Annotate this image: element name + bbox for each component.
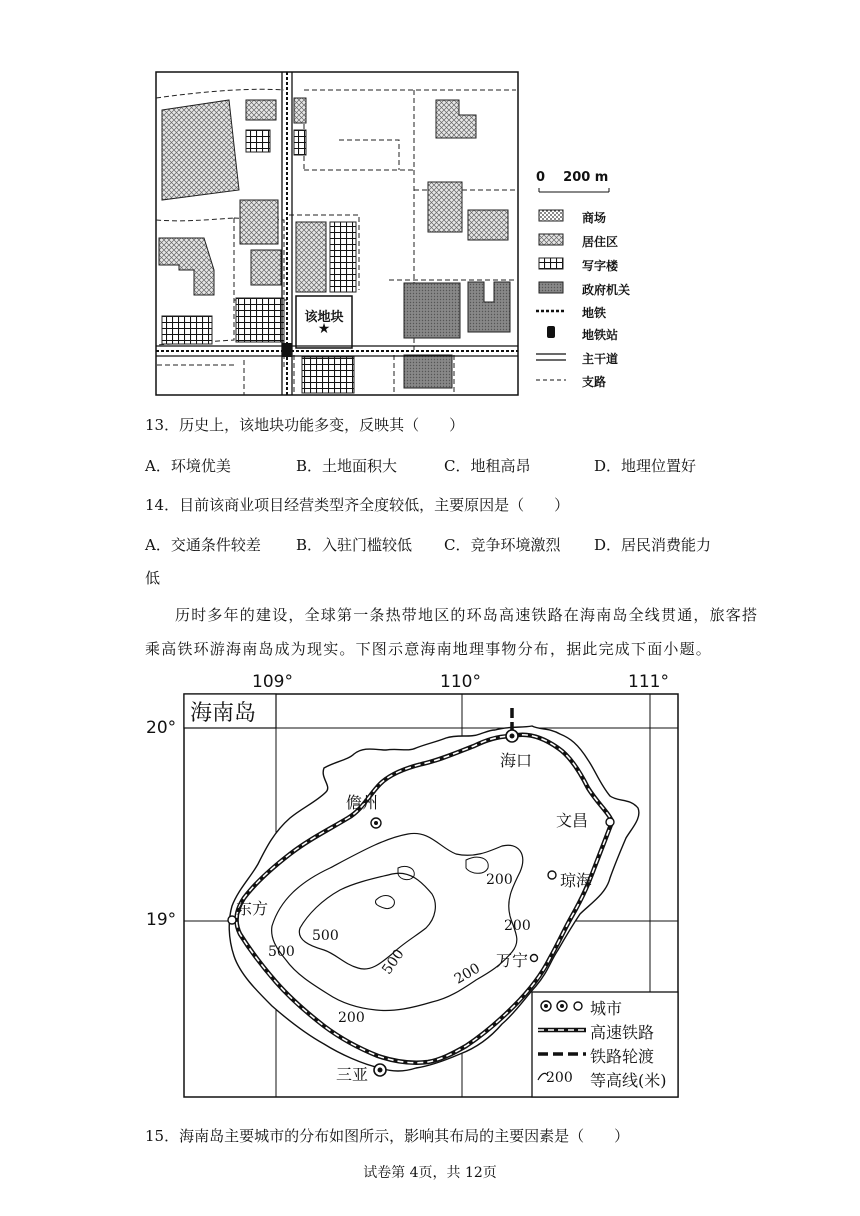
legend-label-branch-road: 支路 — [582, 375, 607, 389]
city-label-qionghai: 琼海 — [560, 871, 593, 890]
page-footer: 试卷第 4页，共 12页 — [363, 1165, 497, 1181]
legend-contour-sample: 200 — [546, 1070, 573, 1086]
land-use-map-figure — [154, 70, 654, 400]
scale-bar-label: 0 200 m — [536, 170, 609, 185]
city-label-wanning: 万宁 — [496, 951, 529, 970]
lat-label-20: 20° — [146, 718, 177, 738]
q14-option-b: B．入驻门槛较低 — [296, 536, 413, 554]
q13-option-c: C．地租高昂 — [444, 457, 531, 475]
contour-label: 500 — [379, 946, 408, 978]
q14-option-c: C．竞争环境激烈 — [444, 536, 561, 554]
hainan-map-figure — [140, 668, 700, 1103]
q14-option-d-wrap: 低 — [145, 569, 161, 587]
legend-label-main-road: 主干道 — [582, 352, 619, 366]
city-label-dongfang: 东方 — [236, 899, 269, 918]
city-label-haikou: 海口 — [500, 751, 533, 770]
q14-option-d: D．居民消费能力 — [594, 536, 712, 554]
subway-station — [282, 343, 292, 357]
site-star-icon: ★ — [317, 321, 331, 337]
contour-label: 200 — [451, 960, 483, 988]
legend-label-mall: 商场 — [582, 211, 607, 225]
land-use-map — [154, 70, 654, 400]
legend-label-office: 写字楼 — [582, 259, 619, 273]
legend-label-subway: 地铁 — [582, 306, 607, 320]
question-14-stem: 14．目前该商业项目经营类型齐全度较低，主要原因是（ ） — [145, 496, 570, 514]
lon-label-111: 111° — [628, 672, 669, 692]
q13-option-a: A．环境优美 — [145, 457, 231, 475]
contour-label: 200 — [504, 918, 531, 934]
lon-label-109: 109° — [252, 672, 293, 692]
city-label-sanya: 三亚 — [336, 1065, 369, 1084]
question-15-stem: 15．海南岛主要城市的分布如图所示，影响其布局的主要因素是（ ） — [145, 1127, 630, 1145]
legend-label-government: 政府机关 — [582, 283, 631, 297]
legend-label-residential: 居住区 — [582, 235, 619, 249]
question-13-stem: 13．历史上，该地块功能多变，反映其（ ） — [145, 416, 465, 434]
q13-option-d: D．地理位置好 — [594, 457, 697, 475]
contour-label: 500 — [268, 944, 295, 960]
passage-line-2: 乘高铁环游海南岛成为现实。下图示意海南地理事物分布，据此完成下面小题。 — [145, 640, 713, 658]
hainan-map-title: 海南岛 — [190, 701, 257, 726]
city-label-wenchang: 文昌 — [556, 811, 589, 830]
city-label-danzhou: 儋州 — [346, 793, 379, 812]
legend-label-railway: 高速铁路 — [590, 1023, 655, 1042]
site-label: 该地块 — [304, 310, 344, 325]
q14-option-a: A．交通条件较差 — [145, 536, 261, 554]
contour-label: 500 — [312, 928, 339, 944]
lat-label-19: 19° — [146, 910, 177, 930]
legend-label-contour: 等高线(米) — [590, 1071, 667, 1090]
passage-line-1: 历时多年的建设，全球第一条热带地区的环岛高速铁路在海南岛全线贯通，旅客搭 — [175, 606, 759, 624]
contour-label: 200 — [486, 872, 513, 888]
legend-label-subway-station: 地铁站 — [582, 328, 619, 342]
lon-label-110: 110° — [440, 672, 481, 692]
contour-label: 200 — [338, 1010, 365, 1026]
legend-label-city: 城市 — [590, 999, 623, 1018]
legend-label-ferry: 铁路轮渡 — [590, 1047, 655, 1066]
q13-option-b: B．土地面积大 — [296, 457, 398, 475]
